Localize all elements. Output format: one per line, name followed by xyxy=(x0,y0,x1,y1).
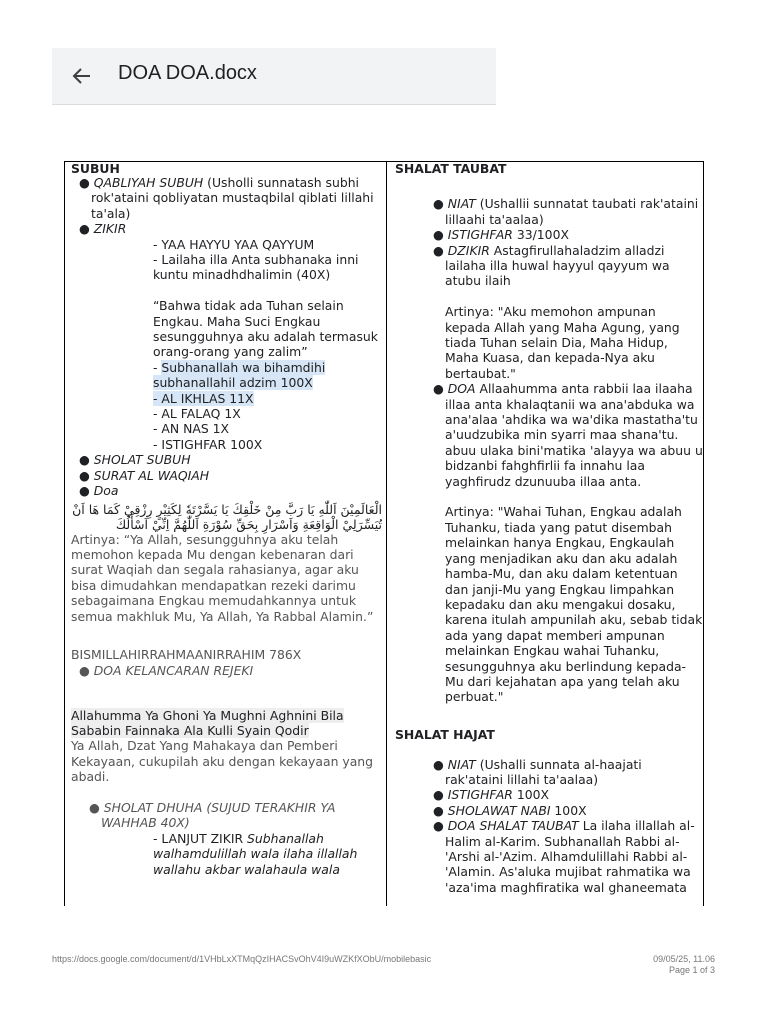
bullet-label: SURAT AL WAQIAH xyxy=(93,467,210,483)
subuh-heading: SUBUH xyxy=(71,161,120,176)
sholawat-label: SHOLAWAT NABI xyxy=(447,802,551,818)
zikir-ikhlas-line xyxy=(71,391,384,406)
zikir-label: ZIKIR xyxy=(93,221,127,237)
niat-item: ● NIAT (Ushallii sunnatat taubati rak'ataini lillaahi ta'aalaa) xyxy=(433,196,699,227)
lanjut-zikir xyxy=(71,831,384,877)
arabic-prayer: الْعَالَمِيْنَ اَللّٰهِ يَا رَبَّ مِنْ خَلْقِكَ يَا يَسَّرْتَهٗ لِكَثِيْرٍ رِزْقِيْ كَمَا هَا اَنْ تُيَسِّرَلِيْ الْوَاقِعَةِ وَاَسْرَارِ بِحَقِّ سُوْرَةِ اَللّٰهُمَّ اِنِّيْ اَسْأَلُكَ xyxy=(72,501,382,532)
footer-info xyxy=(653,954,715,976)
sholat-subuh-item: ● SHOLAT SUBUH xyxy=(79,452,191,468)
right-column xyxy=(387,162,703,906)
footer-url: https://docs.google.com/document/d/1VHbLxXTMqQzIHACSvOhV4I9uWZKfXObU/mobilebasic xyxy=(52,954,432,964)
doa-shalat-taubat-label: DOA SHALAT TAUBAT xyxy=(447,818,579,834)
bullet-label: SHOLAT SUBUH xyxy=(93,452,191,468)
zikir-line: - YAA HAYYU YAA QAYYUM xyxy=(153,236,315,252)
allahumma-text: Allahumma Ya Ghoni Ya Mughni Aghnini Bila Sababin Fainnaka Ala Kulli Syain Qodir xyxy=(71,707,344,738)
document-title: DOA DOA.docx xyxy=(118,62,257,84)
allahumma-meaning: Ya Allah, Dzat Yang Mahakaya dan Pemberi Kekayaan, cukupilah aku dengan kekayaan yang abadi. xyxy=(71,738,374,785)
footer-date: 09/05/25, 11.06 xyxy=(653,954,715,964)
kelancaran-item: ● DOA KELANCARAN REJEKI xyxy=(79,662,254,678)
zikir-line: - AL FALAQ 1X xyxy=(153,406,241,422)
dhuha-label: SHOLAT DHUHA (SUJUD TERAKHIR YA WAHHAB 40X) xyxy=(101,799,336,831)
arrow-left-icon[interactable] xyxy=(68,62,96,90)
doa-table xyxy=(64,161,704,906)
artinya-1: Artinya: "Aku memohon ampunan kepada Allah yang Maha Agung, yang tiada Tuhan selain Dia, Maha Hidup, Maha Kuasa, dan kepada-Nya aku bertaubat." xyxy=(445,304,680,381)
qabliyah-label: QABLIYAH SUBUH xyxy=(93,175,204,190)
zikir-line: - Lailaha illa Anta subhanaka inni kuntu minadhdhalimin (40X) xyxy=(153,252,359,283)
lanjut-italic: Subhanallah walhamdulillah wala ilaha illallah wallahu akbar walahaula wala xyxy=(153,830,358,877)
niat-text: (Ushallii sunnatat taubati rak'ataini lillaahi ta'aalaa) xyxy=(445,196,699,227)
doa-shalat-taubat-text: La ilaha illallah al-Halim al-Karim. Subhanallah Rabbi al-'Arshi al-'Azim. Alhamdulillahi Rabbi al-'Alamin. As'aluka mujibat rahmatika wa 'aza'ima maghfiratika wal ghaneemata xyxy=(445,818,695,895)
dzikir-item: ● DZIKIR Astagfirullahaladzim alladzi lailaha illa huwal hayyul qayyum wa atubu ilaih xyxy=(433,242,670,289)
sholawat-text: 100X xyxy=(550,802,587,818)
doa-label: DOA xyxy=(447,381,476,397)
footer-page: Page 1 of 3 xyxy=(668,965,715,975)
bullet-label: Doa xyxy=(93,483,119,499)
hajat-istighfar-item: ● ISTIGHFAR 100X xyxy=(433,787,549,803)
doa-item: ● Doa xyxy=(79,483,119,499)
istighfar-item: ● ISTIGHFAR 33/100X xyxy=(433,227,569,243)
hajat-heading: SHALAT HAJAT xyxy=(395,727,495,743)
hajat-niat-label: NIAT xyxy=(447,756,476,772)
zikir-meaning: “Bahwa tidak ada Tuhan selain Engkau. Maha Suci Engkau sesungguhnya aku adalah termasuk orang-orang yang zalim” xyxy=(153,298,378,360)
artinya-2: Artinya: "Wahai Tuhan, Engkau adalah Tuhanku, tiada yang patut disembah melainkan hanya Engkau, Engkaulah yang menjadikan aku dan aku adalah hamba-Mu, dan aku dalam ketentuan dan janji-Mu yang Engkau limpahkan kepadaku dan aku mengakui dosaku, karena itulah ampunilah aku, sebab tidak ada yang dapat memberi ampunan melainkan Engkau wahai Tuhanku, sesungguhnya aku berlindung kepada-Mu dari kejahatan apa yang telah aku perbuat." xyxy=(445,504,703,705)
niat-label: NIAT xyxy=(447,196,476,212)
istighfar-text: 33/100X xyxy=(512,227,569,243)
bismillah-text: BISMILLAHIRRAHMAANIRRAHIM 786X xyxy=(71,647,302,663)
zikir-item: ● ZIKIR xyxy=(79,221,127,237)
doa-taubat-item: ● DOA Allaahumma anta rabbii laa ilaaha illaa anta khalaqtanii wa ana'abduka wa ana'alaa 'ahdika wa wa'dika mastatha'tu a'uudzubika min syarri maa shana'tu. abuu ulaka bini'matika 'alayya wa abuu u bidzanbi fahghfirlii fa innahu laa yaghfirudz dzunuuba illaa anta. xyxy=(433,381,703,489)
hajat-istighfar-text: 100X xyxy=(512,787,549,803)
dzikir-label: DZIKIR xyxy=(447,242,490,258)
zikir-dash: - xyxy=(153,359,162,375)
zikir-line: - ISTIGHFAR 100X xyxy=(153,436,263,452)
hajat-istighfar-label: ISTIGHFAR xyxy=(447,787,513,803)
artinya-text: Artinya: “Ya Allah, sesungguhnya aku telah memohon kepada Mu dengan kebenaran dari surat Waqiah dan segala rahasianya, agar aku bisa dimudahkan mendapatkan rezeki darimu sebagaimana Engkau memudahkannya untuk semua makhluk Mu, Ya Allah, Ya Rabbal Alamin.” xyxy=(71,531,374,624)
zikir-line: - AN NAS 1X xyxy=(153,421,230,437)
dzikir-text: Astagfirullahaladzim alladzi lailaha illa huwal hayyul qayyum wa atubu ilaih xyxy=(445,242,670,289)
hajat-niat-text: (Ushalli sunnata al-haajati rak'ataini lillahi ta'aalaa) xyxy=(445,756,642,787)
qabliyah-item: ● QABLIYAH SUBUH (Usholli sunnatash subhi rok'ataini qobliyatan mustaqbilal qiblati lillahi ta'ala) xyxy=(79,175,374,221)
zikir-highlight-line xyxy=(71,360,384,391)
taubat-heading: SHALAT TAUBAT xyxy=(395,161,507,176)
kelancaran-label: DOA KELANCARAN REJEKI xyxy=(93,662,254,678)
surat-waqiah-item: ● SURAT AL WAQIAH xyxy=(79,467,210,483)
hajat-niat-item: ● NIAT (Ushalli sunnata al-haajati rak'ataini lillahi ta'aalaa) xyxy=(433,756,642,787)
app-bar xyxy=(52,48,496,105)
lanjut-prefix: - LANJUT ZIKIR xyxy=(153,830,248,846)
sholawat-item: ● SHOLAWAT NABI 100X xyxy=(433,802,587,818)
highlighted-text: - AL IKHLAS 11X xyxy=(153,390,254,406)
doa-text: Allaahumma anta rabbii laa ilaaha illaa anta khalaqtanii wa ana'abduka wa ana'alaa 'ahdika wa wa'dika mastatha'tu a'uudzubika min syarri maa shana'tu. abuu ulaka bini'matika 'alayya wa abuu u bidzanbi fahghfirlii fa innahu laa yaghfirudz dzunuuba illaa anta. xyxy=(445,381,703,489)
dhuha-item: ● SHOLAT DHUHA (SUJUD TERAKHIR YA WAHHAB 40X) xyxy=(89,799,336,831)
istighfar-label: ISTIGHFAR xyxy=(447,227,513,243)
highlighted-text: Subhanallah wa bihamdihi subhanallahil adzim 100X xyxy=(153,359,326,391)
qabliyah-text: (Usholli sunnatash subhi rok'ataini qobliyatan mustaqbilal qiblati lillahi ta'ala) xyxy=(91,175,374,221)
allahumma-block xyxy=(71,708,384,739)
doa-shalat-taubat-item: ● DOA SHALAT TAUBAT La ilaha illallah al-Halim al-Karim. Subhanallah Rabbi al-'Arshi al-'Azim. Alhamdulillahi Rabbi al-'Alamin. As'aluka mujibat rahmatika wa 'aza'ima maghfiratika wal ghaneemata xyxy=(433,818,695,895)
left-column xyxy=(65,162,387,906)
